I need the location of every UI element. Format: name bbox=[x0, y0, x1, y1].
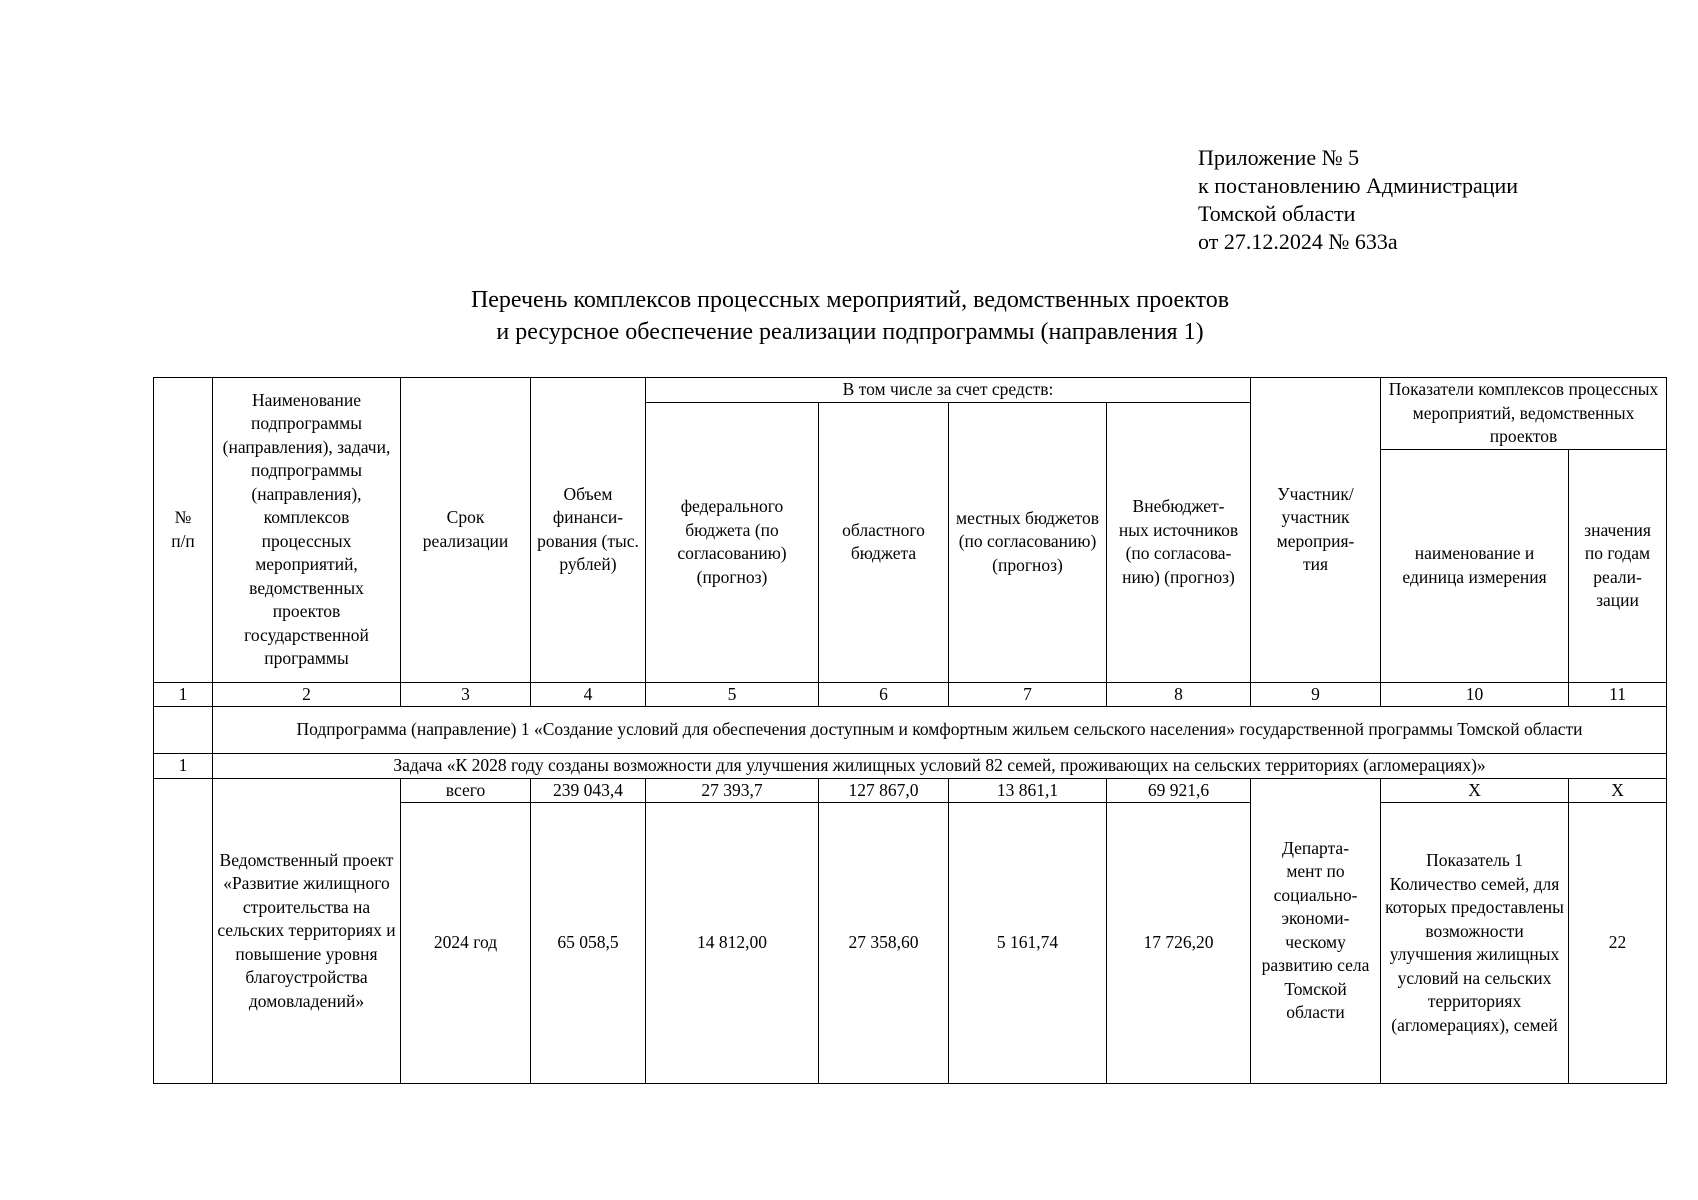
project-num bbox=[154, 778, 213, 1084]
year-local: 5 161,74 bbox=[949, 803, 1107, 1084]
year-indicator-name: Показатель 1 Количество семей, для которых предоставлены возможности улучшения жилищных условий на сельских территориях (агломерациях), семей bbox=[1381, 803, 1569, 1084]
total-federal: 27 393,7 bbox=[646, 778, 819, 803]
subprogram-row bbox=[154, 707, 1667, 754]
appendix-line-3: Томской области bbox=[1198, 201, 1356, 226]
header-offbudget: Внебюджет- ных источников (по согласова- нию) (прогноз) bbox=[1107, 402, 1251, 682]
total-volume: 239 043,4 bbox=[531, 778, 646, 803]
title-line-1: Перечень комплексов процессных мероприятий, ведомственных проектов bbox=[470, 287, 1230, 313]
header-term: Срок реализации bbox=[401, 378, 531, 683]
column-number: 8 bbox=[1107, 682, 1251, 707]
column-number: 4 bbox=[531, 682, 646, 707]
header-num: № п/п bbox=[154, 378, 213, 683]
total-regional: 127 867,0 bbox=[819, 778, 949, 803]
column-number: 10 bbox=[1381, 682, 1569, 707]
column-number: 6 bbox=[819, 682, 949, 707]
appendix-line-4: от 27.12.2024 № 633а bbox=[1198, 229, 1398, 254]
header-participant: Участник/ участник мероприя- тия bbox=[1251, 378, 1381, 683]
year-regional: 27 358,60 bbox=[819, 803, 949, 1084]
task-num: 1 bbox=[154, 754, 213, 779]
program-table bbox=[153, 377, 1667, 1084]
header-indicator-values: значения по годам реали- зации bbox=[1569, 449, 1667, 682]
column-number: 5 bbox=[646, 682, 819, 707]
task-text: Задача «К 2028 году созданы возможности для улучшения жилищных условий 82 семей, проживающих на сельских территориях (агломерациях)» bbox=[213, 754, 1667, 779]
header-row-1 bbox=[154, 378, 1667, 403]
year-volume: 65 058,5 bbox=[531, 803, 646, 1084]
header-regional: областного бюджета bbox=[819, 402, 949, 682]
header-indicator-name: наименование и единица измерения bbox=[1381, 449, 1569, 682]
subprogram-text: Подпрограмма (направление) 1 «Создание условий для обеспечения доступным и комфортным жильем сельского населения» государственной программы Томской области bbox=[213, 707, 1667, 754]
header-volume: Объем финанси- рования (тыс. рублей) bbox=[531, 378, 646, 683]
document-title bbox=[200, 284, 1500, 348]
year-offbudget: 17 726,20 bbox=[1107, 803, 1251, 1084]
year-term: 2024 год bbox=[401, 803, 531, 1084]
total-term: всего bbox=[401, 778, 531, 803]
header-local: местных бюджетов (по согласованию) (прогноз) bbox=[949, 402, 1107, 682]
column-number: 7 bbox=[949, 682, 1107, 707]
column-number: 9 bbox=[1251, 682, 1381, 707]
project-total-row bbox=[154, 778, 1667, 803]
header-funds-group: В том числе за счет средств: bbox=[646, 378, 1251, 403]
header-federal: федерального бюджета (по согласованию) (прогноз) bbox=[646, 402, 819, 682]
column-number: 2 bbox=[213, 682, 401, 707]
appendix-line-2: к постановлению Администрации bbox=[1198, 173, 1519, 198]
project-name: Ведомственный проект «Развитие жилищного строительства на сельских территориях и повышение уровня благоустройства домовладений» bbox=[213, 778, 401, 1084]
year-federal: 14 812,00 bbox=[646, 803, 819, 1084]
total-indicator-value: Х bbox=[1569, 778, 1667, 803]
header-indicators-group: Показатели комплексов процессных мероприятий, ведомственных проектов bbox=[1381, 378, 1667, 450]
column-number: 1 bbox=[154, 682, 213, 707]
total-local: 13 861,1 bbox=[949, 778, 1107, 803]
column-numbers-row bbox=[154, 682, 1667, 707]
appendix-block bbox=[1198, 144, 1518, 256]
appendix-line-1: Приложение № 5 bbox=[1198, 145, 1360, 170]
column-number: 11 bbox=[1569, 682, 1667, 707]
total-offbudget: 69 921,6 bbox=[1107, 778, 1251, 803]
subprogram-num bbox=[154, 707, 213, 754]
total-indicator-name: Х bbox=[1381, 778, 1569, 803]
task-row bbox=[154, 754, 1667, 779]
column-number: 3 bbox=[401, 682, 531, 707]
year-indicator-value: 22 bbox=[1569, 803, 1667, 1084]
header-name: Наименование подпрограммы (направления), задачи, подпрограммы (направления), комплексов процессных мероприятий, ведомственных проектов государственной программы bbox=[213, 378, 401, 683]
project-participant: Департа- мент по социально- экономи- ческому развитию села Томской области bbox=[1251, 778, 1381, 1084]
title-line-2: и ресурсное обеспечение реализации подпрограммы (направления 1) bbox=[496, 319, 1204, 345]
